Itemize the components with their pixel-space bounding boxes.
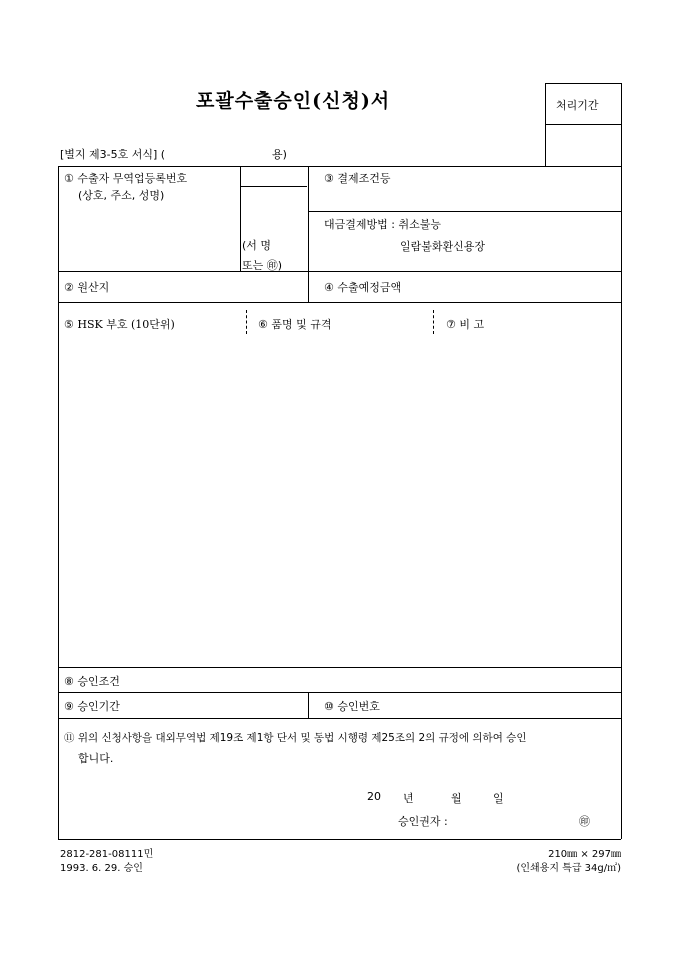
paper-spec: (인쇄용지 특급 34g/㎡) bbox=[516, 863, 621, 874]
exporter-sub-label: (상호, 주소, 성명) bbox=[78, 189, 165, 202]
hsk-code-label: ⑤ HSK 부호 (10단위) bbox=[64, 318, 175, 331]
approval-period-label: ⑨ 승인기간 bbox=[64, 700, 120, 713]
paper-size: 210㎜ × 297㎜ bbox=[548, 849, 621, 860]
approval-statement: ⑪ 위의 신청사항을 대외무역법 제19조 제1항 단서 및 동법 시행령 제25조의 2의 규정에 의하여 승인 bbox=[64, 732, 527, 744]
remarks-label: ⑦ 비 고 bbox=[446, 318, 485, 331]
form-number: [별지 제3-5호 서식] ( bbox=[60, 148, 166, 161]
form-title: 포괄수출승인(신청)서 bbox=[196, 90, 391, 112]
signature-seal-label: 또는 ㊞) bbox=[242, 259, 283, 272]
approval-date-note: 1993. 6. 29. 승인 bbox=[60, 863, 143, 874]
approval-conditions-label: ⑧ 승인조건 bbox=[64, 675, 120, 688]
exporter-label: ① 수출자 무역업등록번호 bbox=[64, 172, 188, 185]
signature-label: (서 명 bbox=[242, 239, 272, 252]
seal-mark: ㊞ bbox=[579, 815, 590, 828]
date-month-unit: 월 bbox=[451, 792, 462, 805]
date-year-unit: 년 bbox=[403, 792, 414, 805]
date-year: 20 bbox=[367, 790, 381, 803]
item-spec-label: ⑥ 품명 및 규격 bbox=[258, 318, 332, 331]
processing-period-label: 처리기간 bbox=[556, 99, 599, 112]
payment-method-value: 일람불화환신용장 bbox=[400, 240, 486, 253]
form-code: 2812-281-08111민 bbox=[60, 849, 154, 860]
date-day-unit: 일 bbox=[493, 792, 504, 805]
approver-label: 승인권자 : bbox=[398, 815, 448, 828]
origin-label: ② 원산지 bbox=[64, 281, 110, 294]
payment-terms-label: ③ 결제조건등 bbox=[324, 172, 391, 185]
approval-number-label: ⑩ 승인번호 bbox=[324, 700, 380, 713]
payment-method-label: 대금결제방법 : 취소불능 bbox=[324, 218, 441, 231]
export-amount-label: ④ 수출예정금액 bbox=[324, 281, 402, 294]
form-use: 용) bbox=[272, 148, 287, 161]
approval-statement-end: 합니다. bbox=[78, 752, 114, 765]
